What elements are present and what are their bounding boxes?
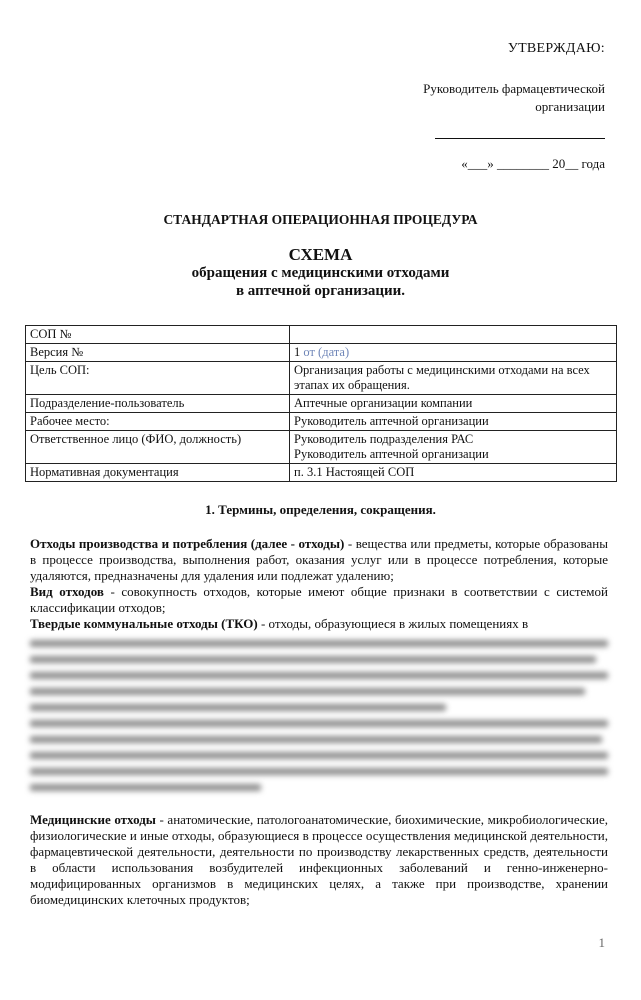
approval-position-line1: Руководитель фармацевтической xyxy=(423,81,605,96)
table-row xyxy=(26,395,617,413)
term-paragraph xyxy=(30,536,608,584)
term-name: Вид отходов xyxy=(30,584,104,599)
page-number: 1 xyxy=(598,935,605,950)
blurred-text-region xyxy=(30,640,608,810)
section-title: 1. Термины, определения, сокращения. xyxy=(205,502,436,517)
table-value xyxy=(290,326,617,344)
term-name: Отходы производства и потребления (далее - отходы) xyxy=(30,536,345,551)
table-key: Ответственное лицо (ФИО, должность) xyxy=(26,431,290,464)
terms-block xyxy=(30,536,608,632)
table-row xyxy=(26,362,617,395)
term-definition: - отходы, образующиеся в жилых помещениях в xyxy=(257,616,529,631)
approval-block xyxy=(423,40,605,173)
term-definition: - вещества или предметы, которые образованы в процессе производства, выполнения работ, оказания услуг или в процессе потребления, которые удаляются, предназначены для удаления или подлежат удалению; xyxy=(30,536,608,583)
approval-date-line: «___» ________ 20__ года xyxy=(461,156,605,171)
responsible-line1: Руководитель подразделения РАС xyxy=(294,432,474,446)
term-definition: - совокупность отходов, которые имеют общие признаки в соответствии с системой классификации отходов; xyxy=(30,584,608,615)
version-number: 1 xyxy=(294,345,301,359)
table-value xyxy=(290,344,617,362)
approval-position-line2: организации xyxy=(535,99,605,114)
table-key: Версия № xyxy=(26,344,290,362)
table-key: Нормативная документация xyxy=(26,464,290,482)
table-value: п. 3.1 Настоящей СОП xyxy=(290,464,617,482)
term-name: Твердые коммунальные отходы (ТКО) xyxy=(30,616,258,631)
schema-title-line3: в аптечной организации. xyxy=(235,283,406,299)
table-key: Рабочее место: xyxy=(26,413,290,431)
table-key: Цель СОП: xyxy=(26,362,290,395)
term-name: Медицинские отходы xyxy=(30,812,156,827)
term-paragraph xyxy=(30,812,608,908)
schema-title-line1: СХЕМА xyxy=(288,245,353,264)
table-row xyxy=(26,431,617,464)
sop-info-table xyxy=(25,325,617,482)
medical-waste-term xyxy=(30,812,608,908)
table-row xyxy=(26,344,617,362)
sop-title: СТАНДАРТНАЯ ОПЕРАЦИОННАЯ ПРОЦЕДУРА xyxy=(163,212,478,227)
table-key: СОП № xyxy=(26,326,290,344)
table-value xyxy=(290,431,617,464)
version-date: от (дата) xyxy=(303,345,350,359)
table-row xyxy=(26,326,617,344)
table-row xyxy=(26,413,617,431)
term-paragraph xyxy=(30,616,608,632)
table-value: Аптечные организации компании xyxy=(290,395,617,413)
term-definition: - анатомические, патологоанатомические, биохимические, микробиологические, физиологические и иные отходы, образующиеся в процессе осуществления медицинской деятельности, фармацевтической деятельности, деятельности по производству лекарственных средств, деятельности в области использования возбудителей инфекционных заболеваний и генно-инженерно-модифицированных организмов в медицинских целях, а также при производстве, хранении биомедицинских клеточных продуктов; xyxy=(30,812,608,907)
signature-line xyxy=(435,138,605,139)
table-key: Подразделение-пользователь xyxy=(26,395,290,413)
schema-title-line2: обращения с медицинскими отходами xyxy=(191,265,450,281)
term-paragraph xyxy=(30,584,608,616)
table-value: Руководитель аптечной организации xyxy=(290,413,617,431)
approval-heading: УТВЕРЖДАЮ: xyxy=(507,41,605,56)
table-value: Организация работы с медицинскими отходами на всех этапах их обращения. xyxy=(290,362,617,395)
schema-title xyxy=(0,246,641,300)
table-row xyxy=(26,464,617,482)
responsible-line2: Руководитель аптечной организации xyxy=(294,447,489,461)
